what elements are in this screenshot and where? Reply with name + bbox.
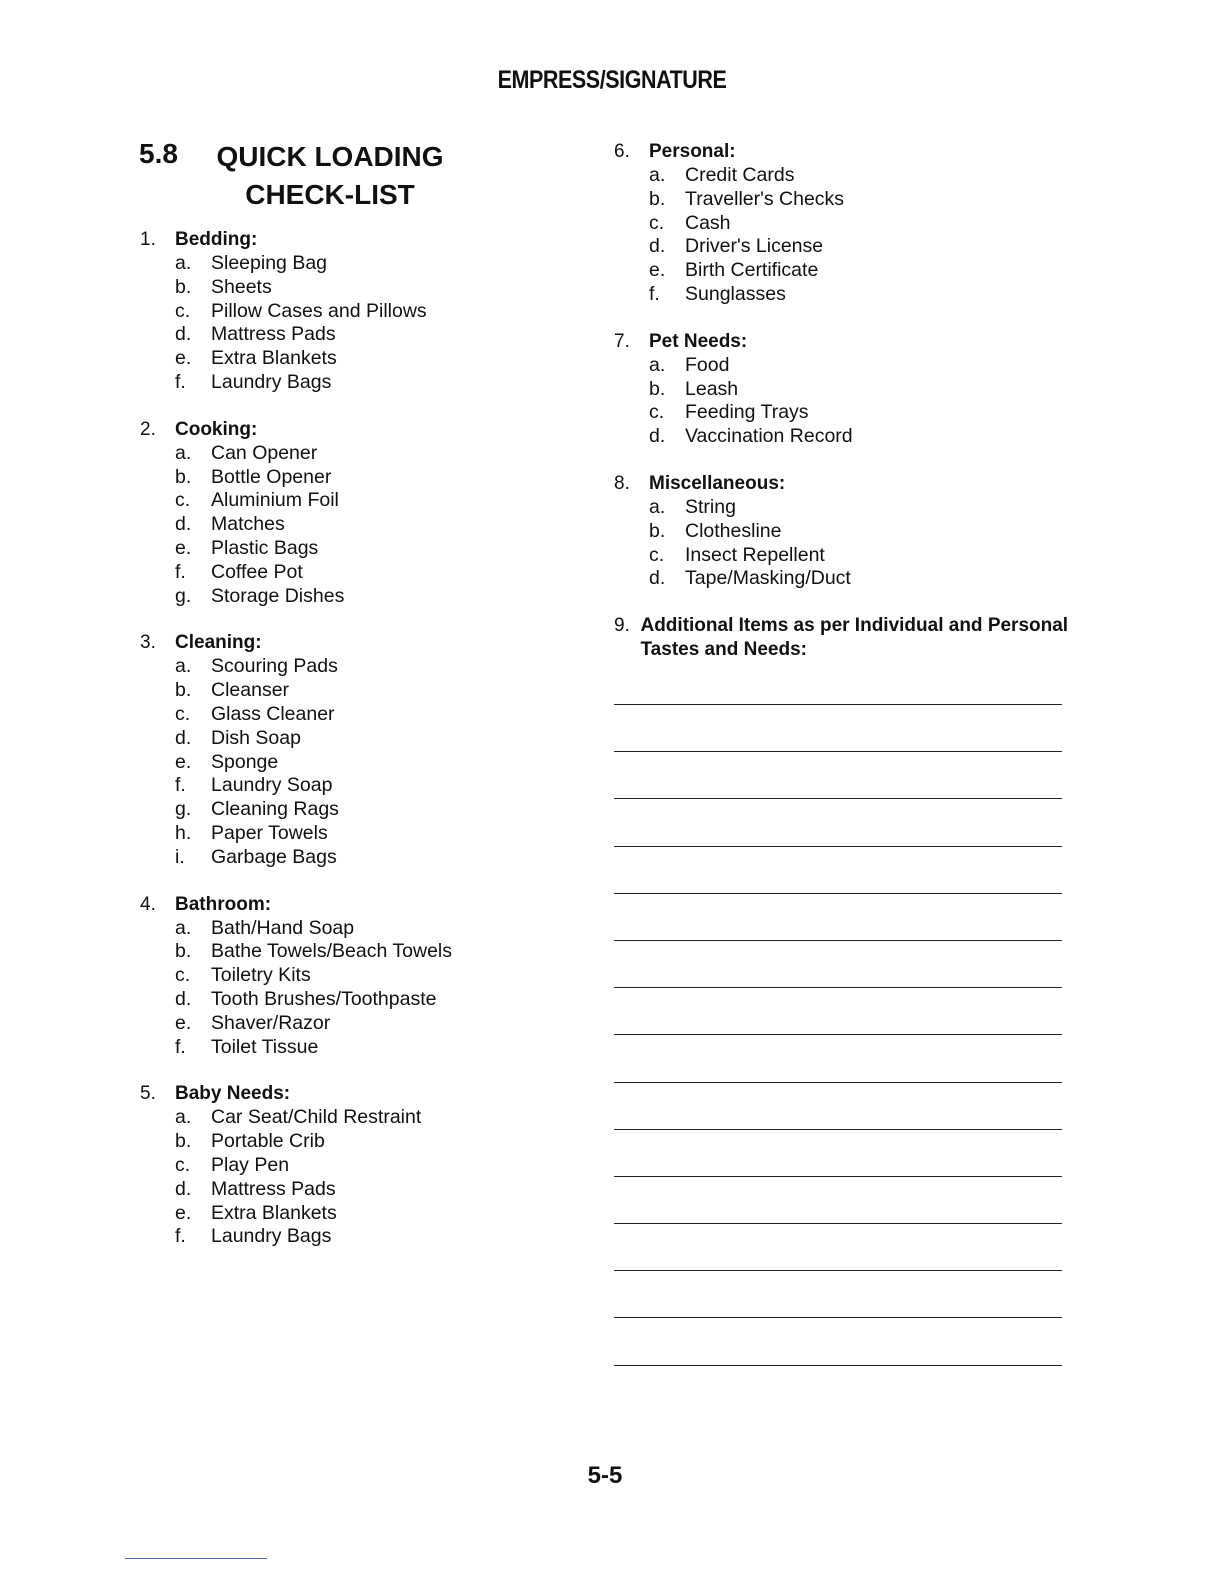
list-item: [649, 378, 1094, 402]
list-item: [175, 988, 620, 1012]
group-title: Cooking:: [175, 418, 258, 440]
list-item: [649, 283, 1094, 307]
item-letter: f.: [175, 774, 186, 797]
item-letter: d.: [175, 987, 192, 1010]
group-number: 5.: [140, 1083, 156, 1105]
write-in-line: [614, 704, 1062, 751]
item-text: Garbage Bags: [211, 845, 337, 868]
write-in-line: [614, 940, 1062, 987]
group-heading: [614, 330, 1094, 354]
item-letter: e.: [175, 1201, 192, 1224]
item-letter: a.: [175, 441, 192, 464]
group-number: 3.: [140, 632, 156, 654]
checklist-group: [140, 1082, 620, 1249]
list-item: [175, 798, 620, 822]
write-in-line: [614, 1082, 1062, 1129]
right-column: [614, 140, 1094, 685]
section-number: 5.8: [139, 138, 178, 169]
list-item: [175, 1012, 620, 1036]
item-letter: b.: [175, 275, 192, 298]
item-text: Clothesline: [685, 519, 782, 542]
item-text: Laundry Soap: [211, 774, 333, 797]
write-in-lines: [614, 704, 1062, 1412]
list-item: [175, 489, 620, 513]
list-item: [175, 655, 620, 679]
item-letter: c.: [175, 964, 191, 987]
list-item: [649, 235, 1094, 259]
item-text: Laundry Bags: [211, 370, 332, 393]
write-in-line: [614, 1176, 1062, 1223]
list-item: [175, 679, 620, 703]
checklist-group: [614, 330, 1094, 449]
item-text: Toiletry Kits: [211, 964, 311, 987]
item-text: Can Opener: [211, 441, 318, 464]
item-list: [140, 252, 620, 395]
list-item: [649, 496, 1094, 520]
page-header: EMPRESS/SIGNATURE: [497, 66, 727, 94]
list-item: [175, 1036, 620, 1060]
list-item: [175, 940, 620, 964]
item-letter: d.: [175, 323, 192, 346]
item-text: Shaver/Razor: [211, 1011, 331, 1034]
write-in-line: [614, 1034, 1062, 1081]
item-text: Aluminium Foil: [211, 489, 339, 512]
item-letter: e.: [175, 536, 192, 559]
item-letter: g.: [175, 584, 192, 607]
list-item: [175, 1202, 620, 1226]
item-list: [140, 1106, 620, 1249]
group-heading: [614, 140, 1094, 164]
item-letter: h.: [175, 821, 192, 844]
list-item: [175, 537, 620, 561]
item-text: Food: [685, 353, 730, 376]
item-text: Cleaning Rags: [211, 798, 339, 821]
list-item: [175, 323, 620, 347]
list-item: [649, 567, 1094, 591]
list-item: [649, 164, 1094, 188]
write-in-line: [614, 1317, 1062, 1364]
write-in-line: [614, 1270, 1062, 1317]
list-item: [175, 964, 620, 988]
item-text: Tape/Masking/Duct: [685, 567, 851, 590]
list-item: [175, 276, 620, 300]
item-text: Glass Cleaner: [211, 702, 335, 725]
list-item: [175, 347, 620, 371]
item-text: Leash: [685, 377, 739, 400]
group-title: Cleaning:: [175, 632, 262, 654]
item-letter: d.: [175, 726, 192, 749]
item-text: Driver's License: [685, 235, 824, 258]
list-item: [175, 300, 620, 324]
item-letter: a.: [175, 1106, 192, 1129]
item-letter: c.: [649, 211, 665, 234]
group-title: Bedding:: [175, 229, 258, 250]
item-letter: e.: [649, 259, 666, 282]
item-letter: e.: [175, 1011, 192, 1034]
item-letter: c.: [649, 543, 665, 566]
group-heading: [614, 472, 1094, 496]
write-in-line: [614, 893, 1062, 940]
item-text: Storage Dishes: [211, 584, 345, 607]
item-list: [614, 496, 1094, 591]
group-title: Bathroom:: [175, 893, 272, 915]
checklist-group: [140, 418, 620, 609]
list-item: [649, 188, 1094, 212]
item-letter: b.: [175, 940, 192, 963]
write-in-line: [614, 846, 1062, 893]
item-letter: d.: [649, 235, 666, 258]
item-text: Mattress Pads: [211, 323, 336, 346]
list-item: [175, 1225, 620, 1249]
group-number: 6.: [614, 141, 630, 162]
item-text: Bathe Towels/Beach Towels: [211, 940, 453, 963]
item-letter: a.: [649, 495, 666, 518]
item-text: Sponge: [211, 750, 279, 773]
item-letter: e.: [175, 750, 192, 773]
group-number: 2.: [140, 418, 156, 440]
item-letter: f.: [175, 560, 186, 583]
list-item: [175, 751, 620, 775]
item-letter: c.: [175, 489, 191, 512]
item-text: Play Pen: [211, 1153, 290, 1176]
item-text: Portable Crib: [211, 1130, 325, 1153]
list-item: [649, 401, 1094, 425]
item-letter: f.: [175, 370, 186, 393]
item-text: Birth Certificate: [685, 259, 819, 282]
item-letter: c.: [175, 702, 191, 725]
item-text: Sheets: [211, 275, 272, 298]
item-text: Bath/Hand Soap: [211, 916, 355, 939]
list-item: [175, 846, 620, 870]
item-list: [614, 354, 1094, 449]
list-item: [649, 544, 1094, 568]
group-number: 9.: [614, 615, 630, 637]
write-in-line: [614, 1129, 1062, 1176]
item-letter: c.: [649, 401, 665, 424]
list-item: [649, 520, 1094, 544]
item-text: Tooth Brushes/Toothpaste: [211, 987, 437, 1010]
item-letter: b.: [649, 187, 666, 210]
item-text: Credit Cards: [685, 164, 795, 186]
group-number: 8.: [614, 472, 630, 494]
item-letter: f.: [649, 282, 660, 305]
list-item: [649, 354, 1094, 378]
item-text: Toilet Tissue: [211, 1035, 319, 1058]
item-list: [140, 917, 620, 1060]
group-heading: [614, 614, 1094, 662]
item-text: Scouring Pads: [211, 655, 338, 678]
item-letter: a.: [649, 353, 666, 376]
item-text: Dish Soap: [211, 726, 301, 749]
item-letter: f.: [175, 1225, 186, 1248]
group-heading: [140, 228, 620, 252]
item-letter: b.: [175, 465, 192, 488]
item-text: Sleeping Bag: [211, 252, 328, 274]
item-letter: b.: [649, 519, 666, 542]
list-item: [649, 212, 1094, 236]
item-list: [140, 655, 620, 869]
group-title: Baby Needs:: [175, 1083, 291, 1105]
item-text: Plastic Bags: [211, 536, 319, 559]
item-list: [614, 164, 1094, 307]
item-letter: f.: [175, 1035, 186, 1058]
checklist-group: [140, 228, 620, 395]
checklist-group: [614, 614, 1094, 662]
list-item: [175, 822, 620, 846]
item-text: Matches: [211, 513, 285, 536]
left-column: [140, 228, 620, 1272]
group-title: Personal:: [649, 141, 736, 162]
page-number: 5-5: [587, 1462, 623, 1489]
item-text: Mattress Pads: [211, 1177, 336, 1200]
item-text: Paper Towels: [211, 821, 328, 844]
list-item: [649, 259, 1094, 283]
item-list: [140, 442, 620, 609]
item-text: Insect Repellent: [685, 543, 825, 566]
item-text: String: [685, 495, 736, 518]
group-heading: [140, 631, 620, 655]
write-in-line: [614, 798, 1062, 845]
group-title: Miscellaneous:: [649, 472, 786, 494]
list-item: [175, 442, 620, 466]
group-number: 7.: [614, 330, 630, 352]
item-letter: d.: [649, 567, 666, 590]
list-item: [175, 585, 620, 609]
list-item: [175, 1154, 620, 1178]
item-letter: a.: [175, 916, 192, 939]
group-title: Pet Needs:: [649, 330, 748, 352]
section-title: QUICK LOADING CHECK-LIST: [216, 141, 444, 210]
item-letter: g.: [175, 798, 192, 821]
list-item: [175, 561, 620, 585]
item-letter: i.: [175, 845, 185, 868]
item-letter: b.: [175, 1130, 192, 1153]
list-item: [175, 703, 620, 727]
footer-rule: [125, 1558, 267, 1559]
group-heading: [140, 418, 620, 442]
list-item: [175, 727, 620, 751]
item-text: Extra Blankets: [211, 347, 337, 370]
write-in-line: [614, 1223, 1062, 1270]
item-letter: b.: [175, 679, 192, 702]
item-letter: d.: [649, 425, 666, 448]
item-letter: c.: [175, 1153, 191, 1176]
list-item: [175, 1106, 620, 1130]
group-title: Additional Items as per Individual and Personal Tastes and Needs:: [640, 615, 1069, 661]
group-heading: [140, 1082, 620, 1106]
item-letter: c.: [175, 299, 191, 322]
item-letter: e.: [175, 347, 192, 370]
write-in-line: [614, 1365, 1062, 1412]
checklist-group: [140, 631, 620, 869]
checklist-group: [140, 893, 620, 1060]
group-heading: [140, 893, 620, 917]
list-item: [649, 425, 1094, 449]
item-letter: a.: [175, 655, 192, 678]
group-number: 1.: [140, 229, 156, 250]
list-item: [175, 1178, 620, 1202]
item-text: Traveller's Checks: [685, 187, 845, 210]
list-item: [175, 252, 620, 276]
item-letter: a.: [175, 252, 192, 274]
list-item: [175, 371, 620, 395]
item-text: Laundry Bags: [211, 1225, 332, 1248]
item-letter: a.: [649, 164, 666, 186]
item-letter: d.: [175, 513, 192, 536]
item-letter: d.: [175, 1177, 192, 1200]
item-text: Vaccination Record: [685, 425, 853, 448]
write-in-line: [614, 987, 1062, 1034]
item-text: Cleanser: [211, 679, 290, 702]
group-number: 4.: [140, 893, 156, 915]
checklist-group: [614, 140, 1094, 307]
item-text: Cash: [685, 211, 731, 234]
item-text: Feeding Trays: [685, 401, 809, 424]
checklist-group: [614, 472, 1094, 591]
item-text: Bottle Opener: [211, 465, 332, 488]
write-in-line: [614, 751, 1062, 798]
list-item: [175, 466, 620, 490]
item-text: Sunglasses: [685, 282, 786, 305]
item-letter: b.: [649, 377, 666, 400]
item-text: Pillow Cases and Pillows: [211, 299, 427, 322]
list-item: [175, 774, 620, 798]
list-item: [175, 1130, 620, 1154]
item-text: Extra Blankets: [211, 1201, 337, 1224]
item-text: Car Seat/Child Restraint: [211, 1106, 422, 1129]
list-item: [175, 513, 620, 537]
item-text: Coffee Pot: [211, 560, 303, 583]
list-item: [175, 917, 620, 941]
